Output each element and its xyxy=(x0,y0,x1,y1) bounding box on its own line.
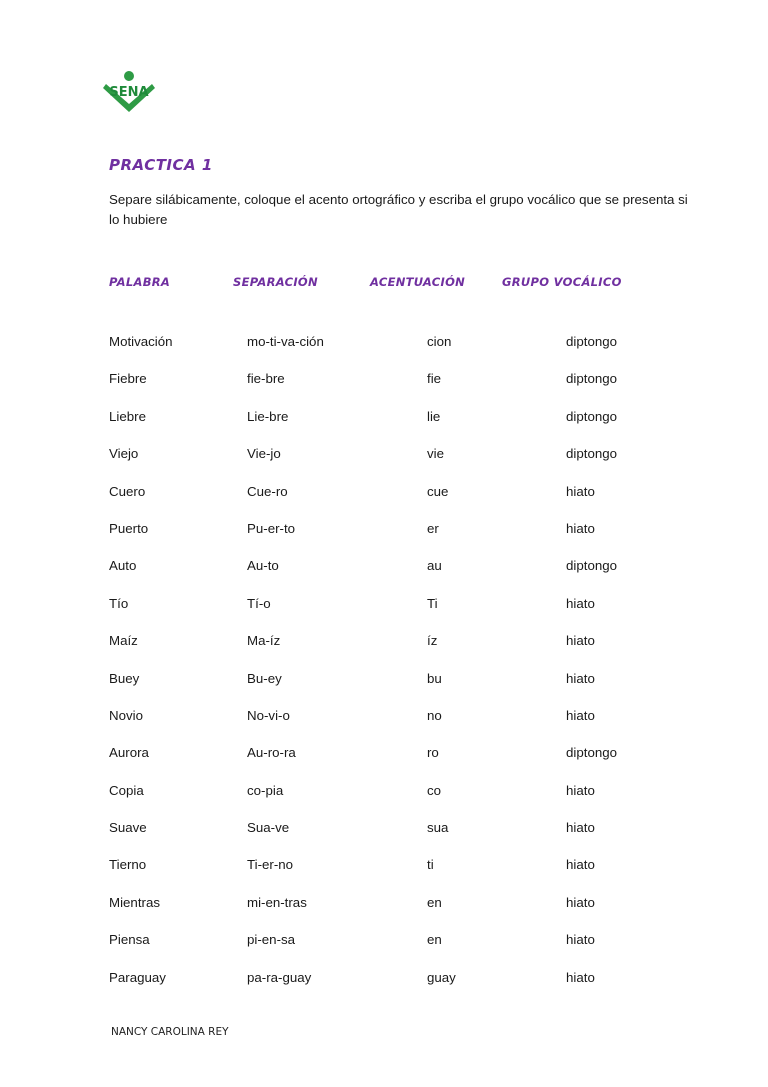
cell-separacion: Au-ro-ra xyxy=(247,745,296,761)
cell-acentuacion: lie xyxy=(427,408,441,424)
cell-acentuacion: cue xyxy=(427,483,449,499)
cell-separacion: pa-ra-guay xyxy=(247,969,312,985)
cell-grupo-vocalico: hiato xyxy=(566,969,595,985)
cell-separacion: Ma-íz xyxy=(247,633,281,649)
cell-palabra: Liebre xyxy=(109,408,146,424)
cell-acentuacion: bu xyxy=(427,670,442,686)
cell-palabra: Paraguay xyxy=(109,969,166,985)
table-row xyxy=(0,857,768,894)
table-row xyxy=(0,558,768,595)
cell-palabra: Fiebre xyxy=(109,371,147,387)
page-title: PRACTICA 1 xyxy=(109,156,213,174)
header-acentuacion: ACENTUACIÓN xyxy=(370,275,466,289)
cell-separacion: mo-ti-va-ción xyxy=(247,334,324,349)
cell-acentuacion: íz xyxy=(427,633,438,649)
cell-grupo-vocalico: hiato xyxy=(566,633,595,649)
cell-grupo-vocalico: diptongo xyxy=(566,558,618,574)
cell-separacion: Ti-er-no xyxy=(247,857,294,873)
table-row xyxy=(0,783,768,820)
cell-acentuacion: ti xyxy=(427,857,434,873)
cell-palabra: Viejo xyxy=(109,446,139,462)
cell-separacion: Pu-er-to xyxy=(247,520,296,536)
cell-palabra: Puerto xyxy=(109,520,149,536)
table-header xyxy=(0,275,768,295)
cell-separacion: Sua-ve xyxy=(247,820,290,836)
table-row xyxy=(0,521,768,558)
cell-grupo-vocalico: hiato xyxy=(566,707,595,723)
cell-separacion: pi-en-sa xyxy=(247,932,296,948)
cell-palabra: Motivación xyxy=(109,334,173,349)
table-row xyxy=(0,446,768,483)
cell-palabra: Novio xyxy=(109,707,143,723)
header-separacion: SEPARACIÓN xyxy=(233,275,318,289)
sena-logo xyxy=(98,70,160,120)
cell-separacion: Vie-jo xyxy=(247,446,281,462)
table-row xyxy=(0,745,768,782)
cell-palabra: Tierno xyxy=(109,857,147,873)
cell-grupo-vocalico: hiato xyxy=(566,782,595,798)
cell-palabra: Suave xyxy=(109,820,147,836)
cell-separacion: Bu-ey xyxy=(247,670,282,686)
cell-acentuacion: au xyxy=(427,558,442,574)
cell-palabra: Tío xyxy=(109,595,129,611)
cell-palabra: Buey xyxy=(109,670,140,686)
table-row xyxy=(0,409,768,446)
table-row xyxy=(0,970,768,1007)
cell-palabra: Aurora xyxy=(109,745,149,761)
footer-author: NANCY CAROLINA REY xyxy=(111,1026,229,1038)
cell-acentuacion: vie xyxy=(427,446,444,462)
cell-acentuacion: fie xyxy=(427,371,442,387)
cell-acentuacion: er xyxy=(427,520,439,536)
instructions-text: Separe silábicamente, coloque el acento ortográfico y escriba el grupo vocálico que se presenta si lo hubiere xyxy=(109,192,688,227)
cell-separacion: fie-bre xyxy=(247,371,285,387)
cell-grupo-vocalico: hiato xyxy=(566,483,595,499)
table-row xyxy=(0,708,768,745)
cell-acentuacion: co xyxy=(427,782,442,798)
table-row xyxy=(0,633,768,670)
cell-palabra: Piensa xyxy=(109,932,150,948)
sena-logo-text: SENA xyxy=(109,85,149,100)
header-palabra: PALABRA xyxy=(109,275,171,289)
cell-acentuacion: Ti xyxy=(427,595,438,611)
cell-separacion: Lie-bre xyxy=(247,408,289,424)
cell-grupo-vocalico: hiato xyxy=(566,595,595,611)
cell-grupo-vocalico: hiato xyxy=(566,520,595,536)
table-row xyxy=(0,671,768,708)
cell-acentuacion: no xyxy=(427,707,442,723)
cell-palabra: Auto xyxy=(109,558,137,574)
cell-separacion: mi-en-tras xyxy=(247,894,307,910)
cell-separacion: No-vi-o xyxy=(247,707,290,723)
table-row xyxy=(0,596,768,633)
cell-grupo-vocalico: diptongo xyxy=(566,334,618,349)
cell-grupo-vocalico: hiato xyxy=(566,670,595,686)
cell-grupo-vocalico: hiato xyxy=(566,857,595,873)
table-row xyxy=(0,932,768,969)
sena-logo-icon xyxy=(98,70,160,120)
table-row xyxy=(0,334,768,371)
cell-grupo-vocalico: diptongo xyxy=(566,371,618,387)
cell-grupo-vocalico: diptongo xyxy=(566,745,618,761)
cell-palabra: Copia xyxy=(109,782,144,798)
cell-separacion: Tí-o xyxy=(247,595,271,611)
header-grupo-vocalico: GRUPO VOCÁLICO xyxy=(502,275,622,289)
cell-separacion: Cue-ro xyxy=(247,483,288,499)
table-row xyxy=(0,820,768,857)
cell-grupo-vocalico: diptongo xyxy=(566,446,618,462)
cell-grupo-vocalico: hiato xyxy=(566,894,595,910)
cell-acentuacion: en xyxy=(427,894,442,910)
cell-grupo-vocalico: hiato xyxy=(566,820,595,836)
cell-separacion: Au-to xyxy=(247,558,279,574)
cell-acentuacion: en xyxy=(427,932,442,948)
cell-grupo-vocalico: hiato xyxy=(566,932,595,948)
cell-acentuacion: cion xyxy=(427,334,452,349)
cell-separacion: co-pia xyxy=(247,782,284,798)
table-row xyxy=(0,484,768,521)
cell-palabra: Cuero xyxy=(109,483,146,499)
cell-acentuacion: ro xyxy=(427,745,439,761)
cell-grupo-vocalico: diptongo xyxy=(566,408,618,424)
cell-acentuacion: guay xyxy=(427,969,456,985)
table-row xyxy=(0,371,768,408)
cell-palabra: Maíz xyxy=(109,633,138,649)
cell-acentuacion: sua xyxy=(427,820,449,836)
cell-palabra: Mientras xyxy=(109,894,160,910)
table-row xyxy=(0,895,768,932)
table-body xyxy=(0,334,768,1007)
